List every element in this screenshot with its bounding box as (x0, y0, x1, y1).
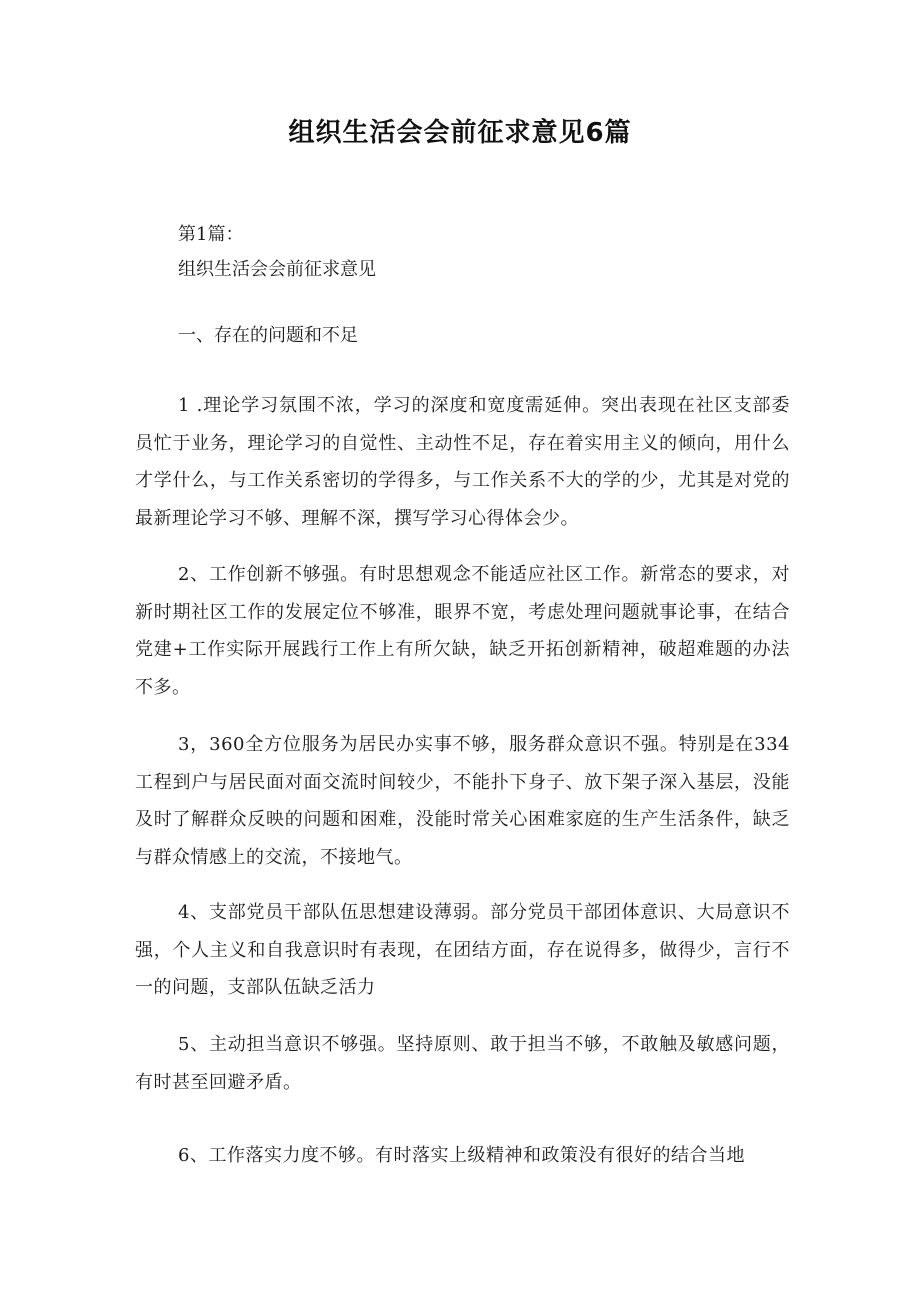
paragraph-3: 3，360全方位服务为居民办实事不够，服务群众意识不强。特别是在334工程到户与居民面对面交流时间较少，不能扑下身子、放下架子深入基层，没能及时了解群众反映的问题和困难，没能时常关心困难家庭的生产生活条件，缺乏与群众情感上的交流，不接地气。 (135, 734, 790, 868)
paragraph-6: 6、工作落实力度不够。有时落实上级精神和政策没有很好的结合当地 (178, 1145, 745, 1166)
paragraph-1: 1 .理论学习氛围不浓，学习的深度和宽度需延伸。突出表现在社区支部委员忙于业务，理论学习的自觉性、主动性不足，存在着实用主义的倾向，用什么才学什么，与工作关系密切的学得多，与工作关系不大的学的少，尤其是对党的最新理论学习不够、理解不深，撰写学习心得体会少。 (135, 395, 790, 529)
document-title: 组织生活会会前征求意见6篇 (288, 118, 632, 148)
section-label: 第1篇： (178, 224, 244, 245)
heading-problems: 一、存在的问题和不足 (178, 325, 358, 346)
paragraph-2: 2、工作创新不够强。有时思想观念不能适应社区工作。新常态的要求，对新时期社区工作的发展定位不够准，眼界不宽，考虑处理问题就事论事，在结合党建+工作实际开展践行工作上有所欠缺，缺乏开拓创新精神，破超难题的办法不多。 (135, 564, 790, 698)
paragraph-5: 5、主动担当意识不够强。坚持原则、敢于担当不够，不敢触及敏感问题，有时甚至回避矛盾。 (135, 1034, 790, 1093)
paragraph-4: 4、支部党员干部队伍思想建设薄弱。部分党员干部团体意识、大局意识不强，个人主义和自我意识时有表现，在团结方面，存在说得多，做得少，言行不一的问题，支部队伍缺乏活力 (135, 902, 790, 998)
section-title: 组织生活会会前征求意见 (178, 259, 376, 280)
